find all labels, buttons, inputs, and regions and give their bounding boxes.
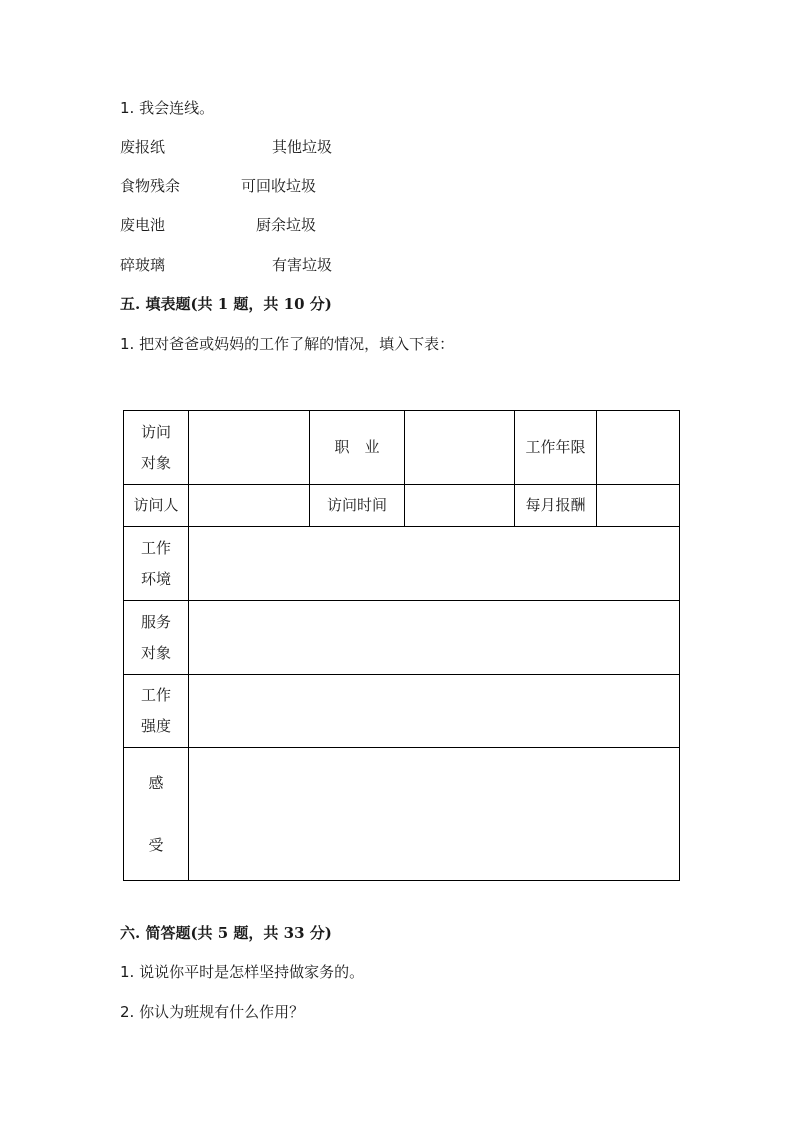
matching-right-4: 有害垃圾: [272, 256, 333, 274]
label-work-intensity-line2: 强度: [140, 717, 171, 735]
label-work-years: 工作年限: [514, 410, 597, 485]
label-feeling: [123, 747, 189, 881]
label-work-env-line2: 环境: [140, 569, 171, 588]
field-work-env[interactable]: [188, 526, 680, 601]
label-feeling-line1: 感: [148, 774, 164, 792]
label-visit-target-line1: 访问: [140, 422, 171, 441]
field-work-years[interactable]: [596, 410, 680, 485]
label-occupation: 职 业: [309, 410, 405, 485]
field-feeling[interactable]: [188, 747, 680, 881]
label-visit-target-line2: 对象: [140, 453, 171, 472]
matching-left-2: 食物残余: [120, 177, 181, 195]
label-visitor: 访问人: [123, 484, 189, 527]
section5-heading: 五. 填表题(共 1 题，共 10 分): [120, 295, 332, 313]
label-feeling-line2: 受: [148, 836, 164, 854]
matching-question: 1. 我会连线。: [120, 99, 215, 117]
label-service-target-line1: 服务: [140, 612, 171, 631]
matching-left-4: 碎玻璃: [120, 256, 166, 274]
matching-right-2: 可回收垃圾: [241, 177, 317, 195]
survey-table: [123, 410, 680, 881]
section6-heading: 六. 简答题(共 5 题，共 33 分): [120, 924, 332, 942]
field-work-intensity[interactable]: [188, 674, 680, 748]
field-visitor[interactable]: [188, 484, 310, 527]
field-occupation[interactable]: [404, 410, 515, 485]
section5-question: 1. 把对爸爸或妈妈的工作了解的情况，填入下表：: [120, 335, 455, 353]
matching-right-1: 其他垃圾: [272, 138, 333, 156]
label-work-env-line1: 工作: [140, 538, 171, 557]
matching-left-3: 废电池: [120, 216, 166, 234]
label-visit-target: [123, 410, 189, 485]
matching-left-1: 废报纸: [120, 138, 166, 156]
label-service-target: [123, 600, 189, 675]
section6-question-1: 1. 说说你平时是怎样坚持做家务的。: [120, 963, 365, 981]
field-visit-target[interactable]: [188, 410, 310, 485]
field-monthly-pay[interactable]: [596, 484, 680, 527]
section6-question-2: 2. 你认为班规有什么作用？: [120, 1003, 305, 1021]
label-visit-time: 访问时间: [309, 484, 405, 527]
matching-right-3: 厨余垃圾: [256, 216, 317, 234]
label-monthly-pay: 每月报酬: [514, 484, 597, 527]
label-work-intensity: [123, 674, 189, 748]
label-work-intensity-line1: 工作: [140, 686, 171, 704]
label-work-env: [123, 526, 189, 601]
field-service-target[interactable]: [188, 600, 680, 675]
label-service-target-line2: 对象: [140, 643, 171, 662]
field-visit-time[interactable]: [404, 484, 515, 527]
